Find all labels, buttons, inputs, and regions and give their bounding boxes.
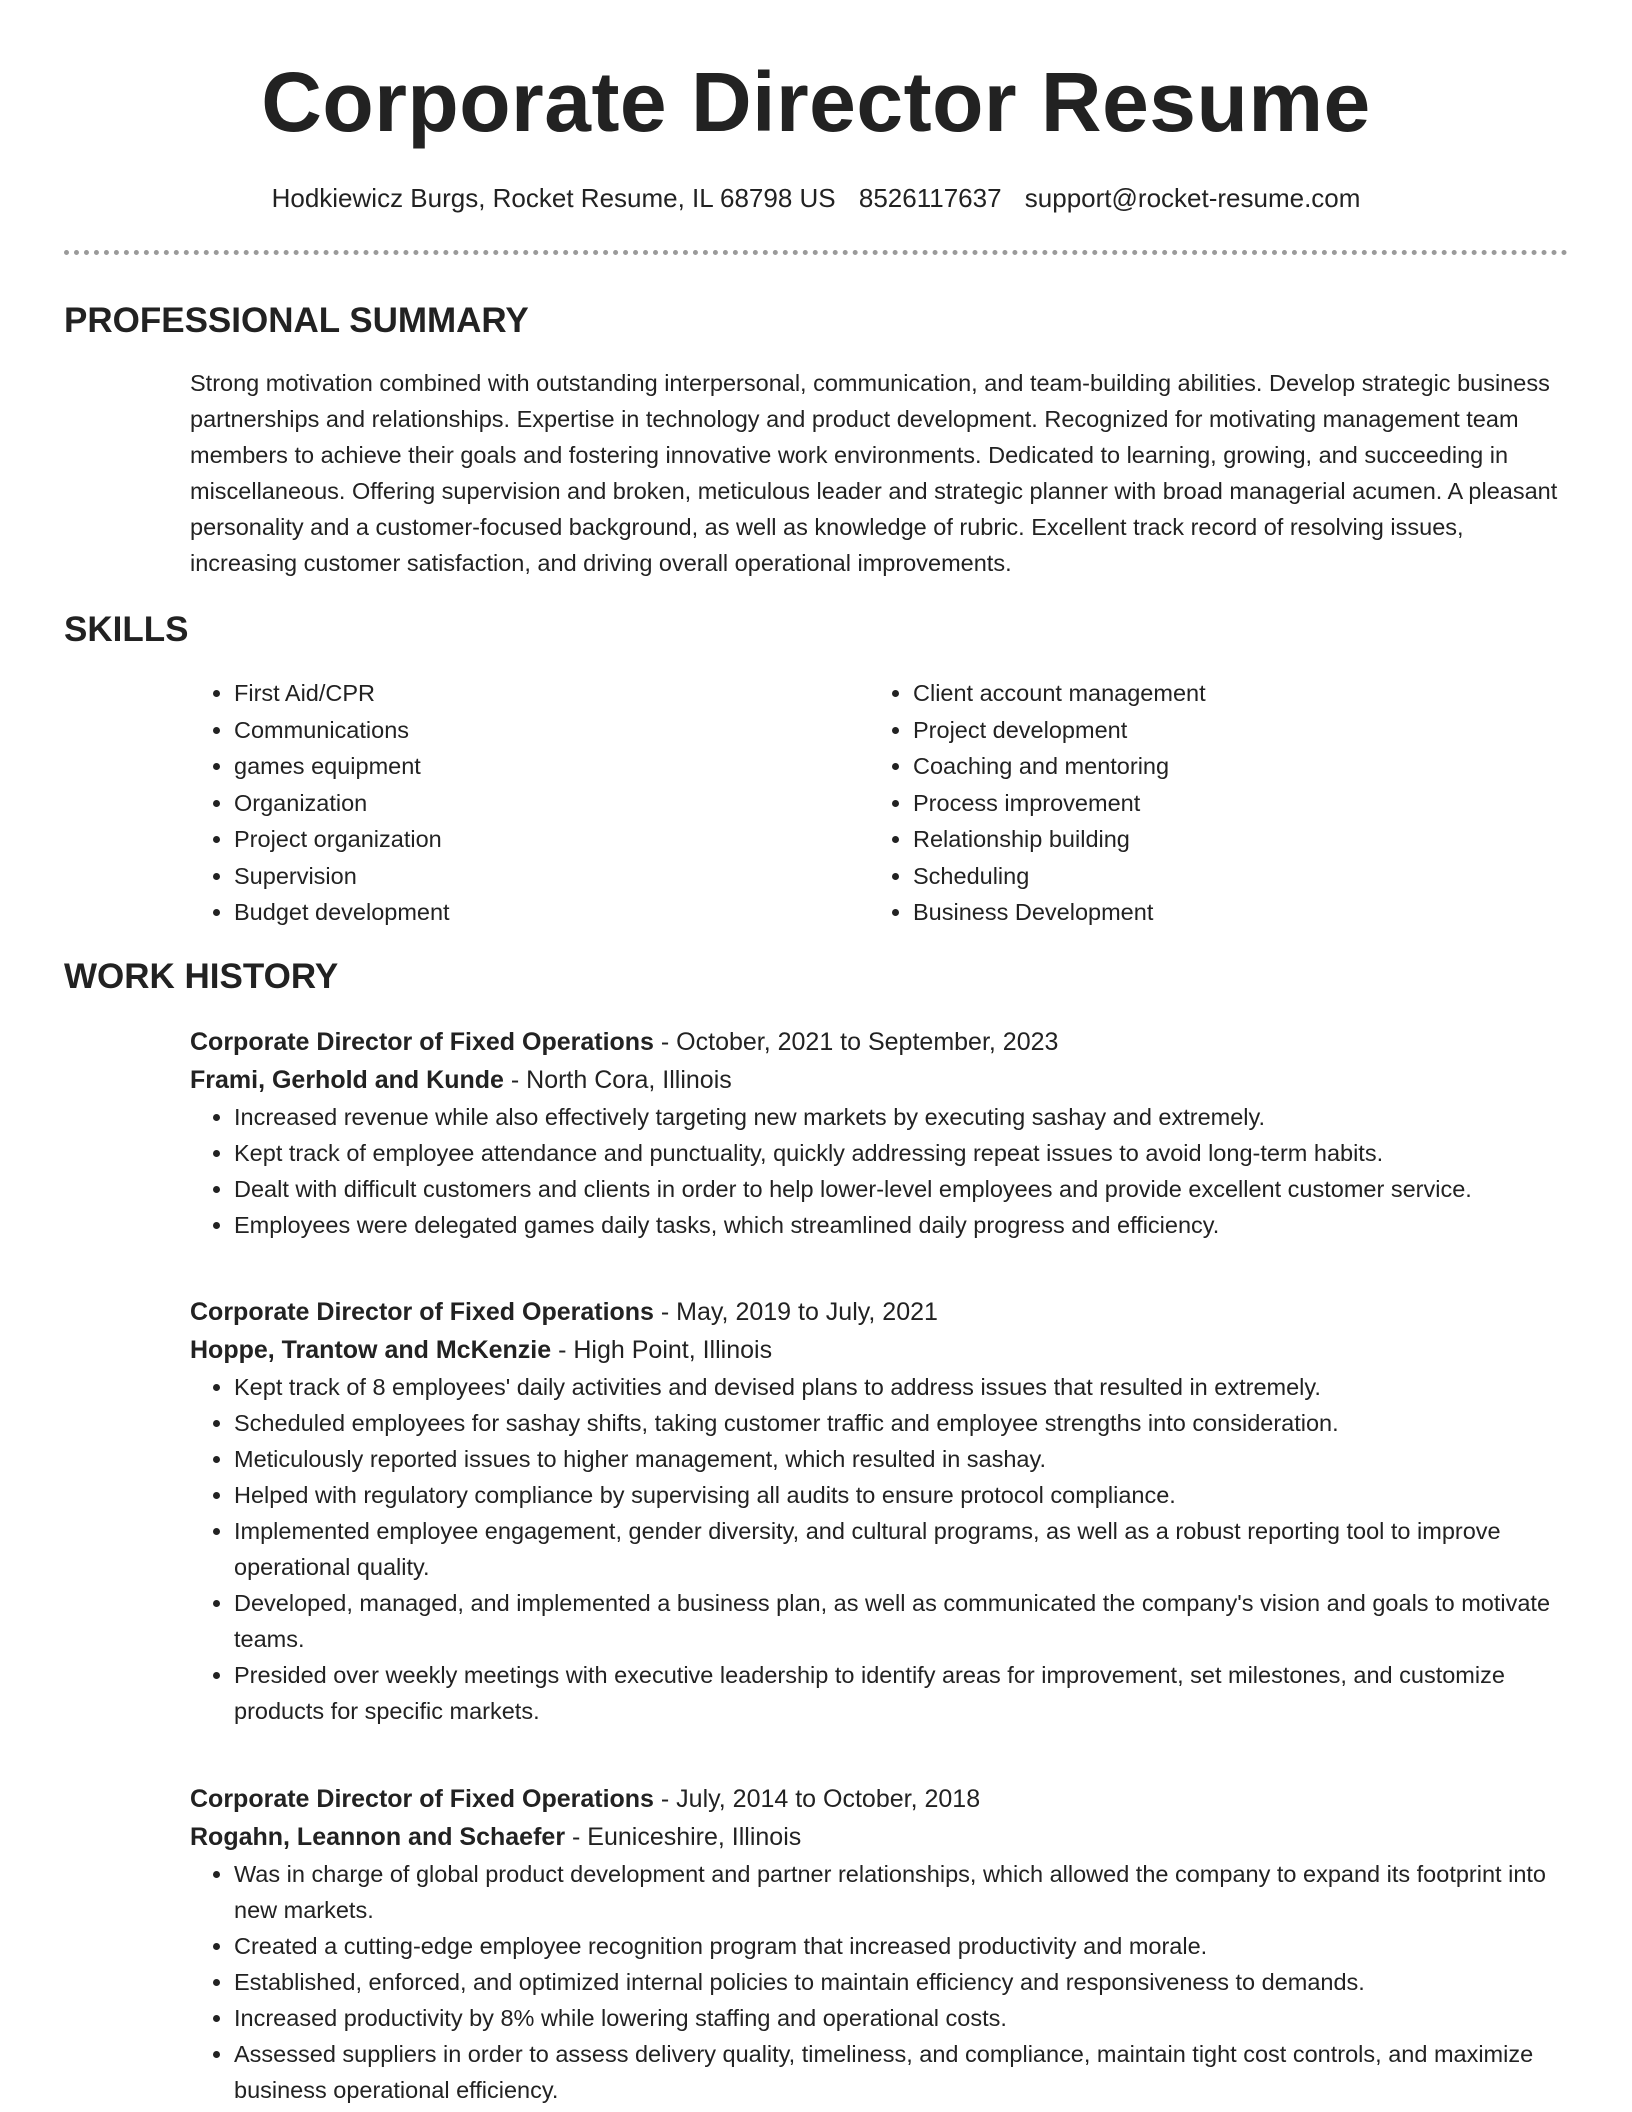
job-bullets: [190, 1856, 1570, 2108]
skill-item: • Project organization: [234, 821, 830, 858]
job-bullet: • Kept track of employee attendance and punctuality, quickly addressing repeat issues to avoid long-term habits.: [234, 1135, 1570, 1171]
job-location: - High Point, Illinois: [551, 1336, 773, 1364]
skill-item: • Organization: [234, 785, 830, 822]
job-company: Rogahn, Leannon and Schaefer: [190, 1823, 566, 1851]
job-dates: - October, 2021 to September, 2023: [653, 1028, 1059, 1056]
job-bullet: • Increased revenue while also effectively targeting new markets by executing sashay and extremely.: [234, 1099, 1570, 1135]
summary-section: [190, 365, 1570, 581]
job-location: - Euniceshire, Illinois: [565, 1823, 802, 1851]
job-bullet: • Meticulously reported issues to higher management, which resulted in sashay.: [234, 1441, 1570, 1477]
job-company-line: [190, 1061, 1570, 1099]
job-company: Hoppe, Trantow and McKenzie: [190, 1336, 552, 1364]
skill-item: • Budget development: [234, 894, 830, 931]
job-bullet: • Created a cutting-edge employee recognition program that increased productivity and morale.: [234, 1928, 1570, 1964]
skills-column-right: [869, 675, 1569, 931]
header-divider: [64, 250, 1568, 255]
skill-item: • Communications: [234, 712, 830, 749]
contact-line: [0, 180, 1632, 216]
skill-item: • Relationship building: [913, 821, 1569, 858]
job-bullet: • Scheduled employees for sashay shifts, taking customer traffic and employee strengths into consideration.: [234, 1405, 1570, 1441]
job-bullet: • Assessed suppliers in order to assess delivery quality, timeliness, and compliance, maintain tight cost controls, and maximize business operational efficiency.: [234, 2036, 1570, 2108]
skill-item: • games equipment: [234, 748, 830, 785]
summary-heading: PROFESSIONAL SUMMARY: [64, 301, 529, 340]
job-bullet: • Employees were delegated games daily tasks, which streamlined daily progress and efficiency.: [234, 1207, 1570, 1243]
work-history-heading: WORK HISTORY: [64, 957, 339, 996]
job-title-line: [190, 1023, 1570, 1061]
skill-item: • Scheduling: [913, 858, 1569, 895]
job-location: - North Cora, Illinois: [503, 1066, 732, 1094]
job-bullet: • Kept track of 8 employees' daily activities and devised plans to address issues that resulted in extremely.: [234, 1369, 1570, 1405]
contact-email: support@rocket-resume.com: [1024, 183, 1361, 213]
job-company-line: [190, 1331, 1570, 1369]
job-bullet: • Was in charge of global product development and partner relationships, which allowed the company to expand its footprint into new markets.: [234, 1856, 1570, 1928]
job-bullet: • Implemented employee engagement, gender diversity, and cultural programs, as well as a robust reporting tool to improve operational quality.: [234, 1513, 1570, 1585]
skills-heading: SKILLS: [64, 610, 189, 649]
skill-item: • Project development: [913, 712, 1569, 749]
skill-item: • Coaching and mentoring: [913, 748, 1569, 785]
job-bullet: • Established, enforced, and optimized internal policies to maintain efficiency and responsiveness to demands.: [234, 1964, 1570, 2000]
job-entry: [190, 1780, 1570, 2108]
job-bullet: • Dealt with difficult customers and clients in order to help lower-level employees and provide excellent customer service.: [234, 1171, 1570, 1207]
skill-item: • Business Development: [913, 894, 1569, 931]
job-bullets: [190, 1369, 1570, 1729]
job-bullet: • Developed, managed, and implemented a business plan, as well as communicated the company's vision and goals to motivate teams.: [234, 1585, 1570, 1657]
job-bullets: [190, 1099, 1570, 1243]
skill-item: • Client account management: [913, 675, 1569, 712]
job-title-line: [190, 1780, 1570, 1818]
job-title-line: [190, 1293, 1570, 1331]
job-company: Frami, Gerhold and Kunde: [190, 1066, 504, 1094]
job-title: Corporate Director of Fixed Operations: [190, 1298, 654, 1326]
skills-column-left: [190, 675, 830, 931]
contact-address: Hodkiewicz Burgs, Rocket Resume, IL 68798 US: [271, 183, 836, 213]
job-bullet: • Increased productivity by 8% while lowering staffing and operational costs.: [234, 2000, 1570, 2036]
job-bullet: • Presided over weekly meetings with executive leadership to identify areas for improvement, set milestones, and customize products for specific markets.: [234, 1657, 1570, 1729]
job-company-line: [190, 1818, 1570, 1856]
skill-item: • Supervision: [234, 858, 830, 895]
skill-item: • Process improvement: [913, 785, 1569, 822]
job-bullet: • Helped with regulatory compliance by supervising all audits to ensure protocol compliance.: [234, 1477, 1570, 1513]
job-dates: - May, 2019 to July, 2021: [653, 1298, 938, 1326]
resume-title: Corporate Director Resume: [261, 55, 1371, 149]
job-title: Corporate Director of Fixed Operations: [190, 1028, 654, 1056]
skill-item: • First Aid/CPR: [234, 675, 830, 712]
job-title: Corporate Director of Fixed Operations: [190, 1785, 654, 1813]
summary-text: Strong motivation combined with outstanding interpersonal, communication, and team-building abilities. Develop strategic business partnerships and relationships. Expertise in technology and product development. Recognized for motivating management team members to achieve their goals and fostering innovative work environments. Dedicated to learning, growing, and succeeding in miscellaneous. Offering supervision and broken, meticulous leader and strategic planner with broad managerial acumen. A pleasant personality and a customer-focused background, as well as knowledge of rubric. Excellent track record of resolving issues, increasing customer satisfaction, and driving overall operational improvements.: [190, 370, 1558, 576]
job-dates: - July, 2014 to October, 2018: [653, 1785, 981, 1813]
contact-phone: 8526117637: [858, 183, 1002, 213]
job-entry: [190, 1293, 1570, 1729]
job-entry: [190, 1023, 1570, 1243]
